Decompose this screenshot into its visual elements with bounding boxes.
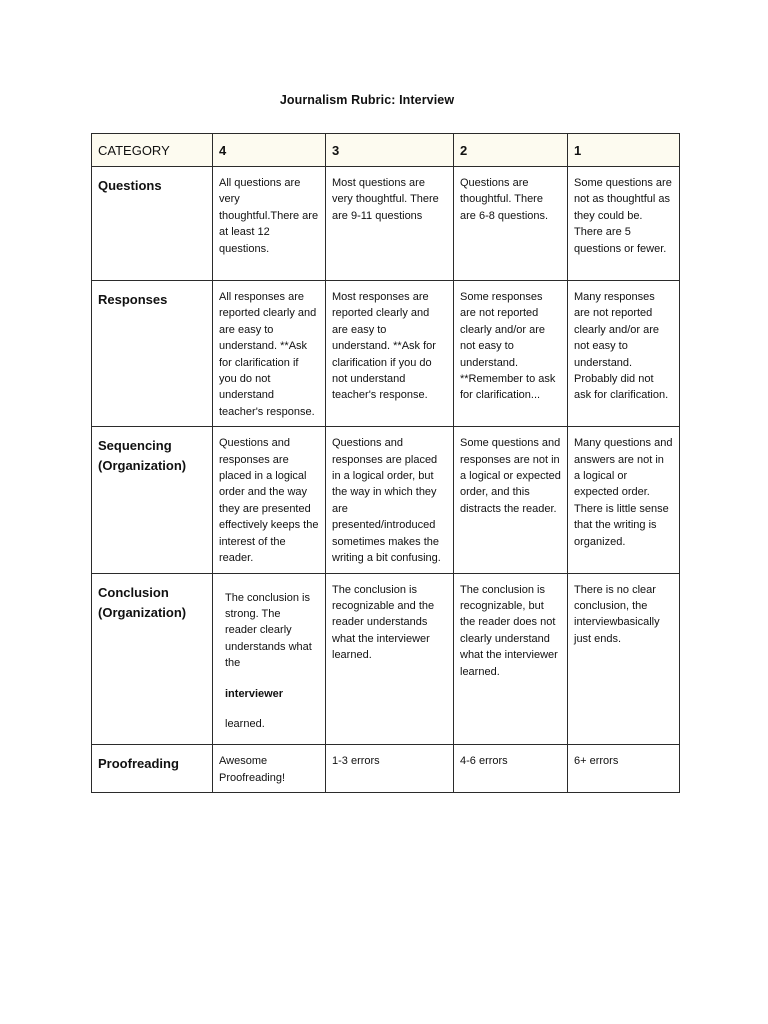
emphasized-word: interviewer (225, 687, 284, 700)
score-4-cell: The conclusion is strong. The reader clearly understands what the interviewer learned. (213, 573, 326, 745)
rubric-table (91, 133, 680, 793)
score-3-cell: The conclusion is recognizable and the reader understands what the interviewer learned. (326, 573, 454, 745)
table-row-questions (92, 167, 680, 281)
score-1-cell: Many responses are not reported clearly and/or are not easy to understand. Probably did not ask for clarification. (568, 281, 680, 427)
score-2-cell: Questions are thoughtful. There are 6-8 questions. (454, 167, 568, 281)
score-3-cell: Questions and responses are placed in a logical order, but the way in which they are presented/introduced sometimes makes the writing a bit confusing. (326, 427, 454, 573)
score-3-cell: Most responses are reported clearly and are easy to understand. **Ask for clarification if you do not understand teacher's response. (326, 281, 454, 427)
document-title: Journalism Rubric: Interview (279, 93, 455, 107)
category-cell: Proofreading (92, 745, 213, 793)
category-cell: Conclusion (Organization) (92, 573, 213, 745)
header-level-2: 2 (454, 134, 568, 167)
header-level-1: 1 (568, 134, 680, 167)
table-row-proofreading (92, 745, 680, 793)
score-4-cell: All responses are reported clearly and are easy to understand. **Ask for clarification if you do not understand teacher's response. (213, 281, 326, 427)
table-row-responses (92, 281, 680, 427)
score-4-cell: All questions are very thoughtful.There are at least 12 questions. (213, 167, 326, 281)
header-category: CATEGORY (92, 134, 213, 167)
score-1-cell: Many questions and answers are not in a logical or expected order. There is little sense that the writing is organized. (568, 427, 680, 573)
score-3-cell: Most questions are very thoughtful. There are 9-11 questions (326, 167, 454, 281)
score-2-cell: Some responses are not reported clearly and/or are not easy to understand. **Remember to ask for clarification... (454, 281, 568, 427)
score-1-cell: There is no clear conclusion, the interviewbasically just ends. (568, 573, 680, 745)
score-3-cell: 1-3 errors (326, 745, 454, 793)
table-header-row (92, 134, 680, 167)
header-level-3: 3 (326, 134, 454, 167)
score-2-cell: The conclusion is recognizable, but the reader does not clearly understand what the interviewer learned. (454, 573, 568, 745)
score-2-cell: 4-6 errors (454, 745, 568, 793)
score-4-cell: Awesome Proofreading! (213, 745, 326, 793)
score-1-cell: Some questions are not as thoughtful as they could be. There are 5 questions or fewer. (568, 167, 680, 281)
category-cell: Responses (92, 281, 213, 427)
score-1-cell: 6+ errors (568, 745, 680, 793)
table-row-sequencing (92, 427, 680, 573)
score-4-cell: Questions and responses are placed in a logical order and the way they are presented effectively keeps the interest of the reader. (213, 427, 326, 573)
category-cell: Sequencing (Organization) (92, 427, 213, 573)
score-2-cell: Some questions and responses are not in a logical or expected order, and this distracts the reader. (454, 427, 568, 573)
category-cell: Questions (92, 167, 213, 281)
header-level-4: 4 (213, 134, 326, 167)
table-row-conclusion (92, 573, 680, 745)
